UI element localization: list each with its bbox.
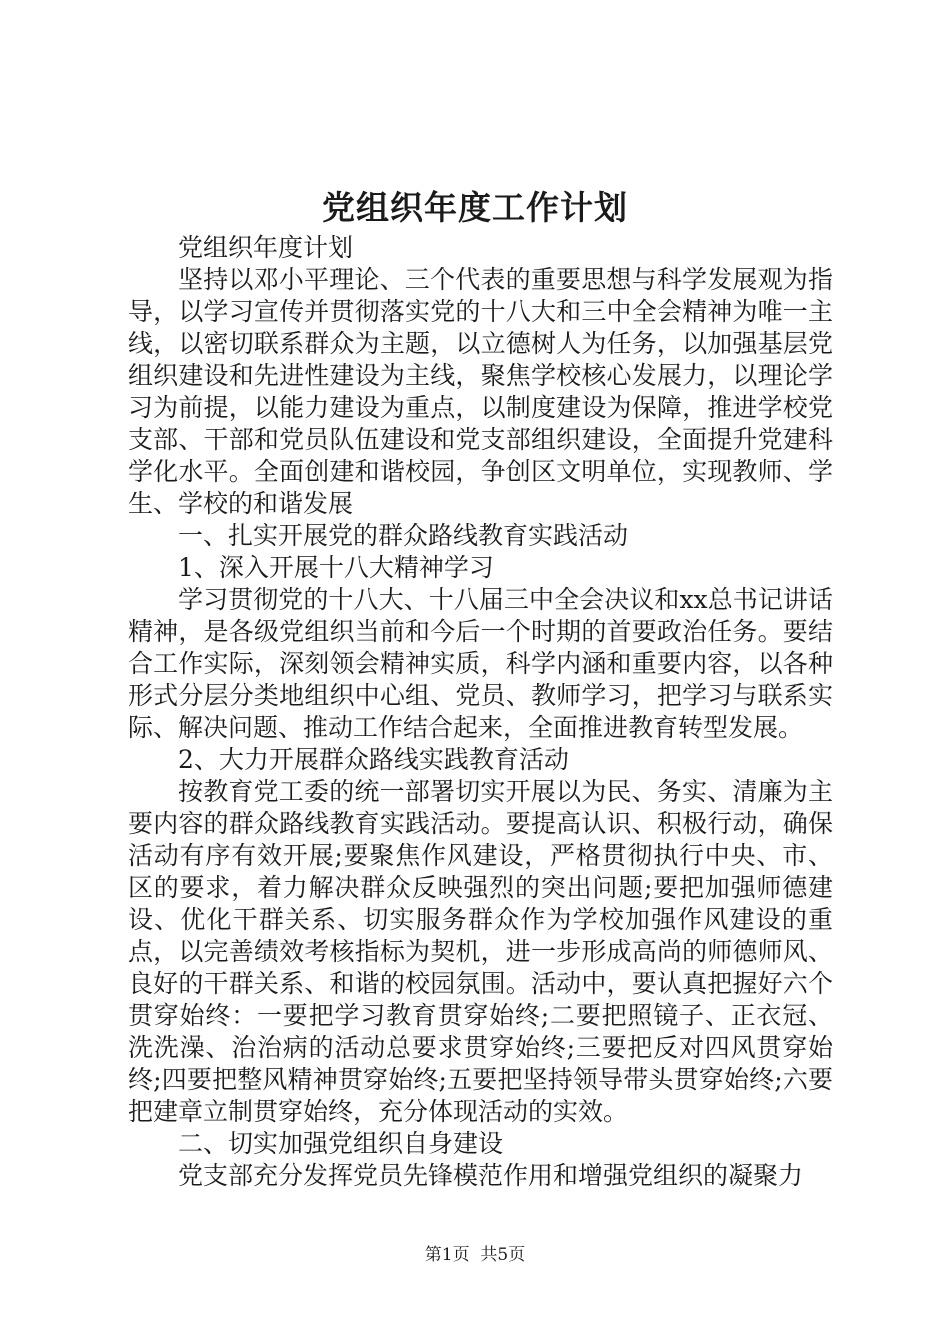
subsection-heading-1-1: 1、深入开展十八大精神学习 <box>178 553 494 582</box>
paragraph-intro: 坚持以邓小平理论、三个代表的重要思想与科学发展观为指导，以学习宣传并贯彻落实党的十八大和三中全会精神为唯一主线，以密切联系群众为主题，以立德树人为任务，以加强基层党组织建设和先进性建设为主线，聚焦学校核心发展力，以理论学习为前提，以能力建设为重点，以制度建设为保障，推进学校党支部、干部和党员队伍建设和党支部组织建设，全面提升党建科学化水平。全面创建和谐校园，争创区文明单位，实现教师、学生、学校的和谐发展 <box>128 265 833 518</box>
paragraph-subtitle: 党组织年度计划 <box>178 233 354 262</box>
paragraph-2: 党支部充分发挥党员先锋模范作用和增强党组织的凝聚力 <box>178 1161 804 1190</box>
paragraph-1-2: 按教育党工委的统一部署切实开展以为民、务实、清廉为主要内容的群众路线教育实践活动。要提高认识、积极行动，确保活动有序有效开展;要聚焦作风建设，严格贯彻执行中央、市、区的要求，着力解决群众反映强烈的突出问题;要把加强师德建设、优化干群关系、切实服务群众作为学校加强作风建设的重点，以完善绩效考核指标为契机，进一步形成高尚的师德师风、良好的干群关系、和谐的校园氛围。活动中，要认真把握好六个贯穿始终：一要把学习教育贯穿始终;二要把照镜子、正衣冠、洗洗澡、治治病的活动总要求贯穿始终;三要把反对四风贯穿始终;四要把整风精神贯穿始终;五要把坚持领导带头贯穿始终;六要把建章立制贯穿始终，充分体现活动的实效。 <box>128 777 833 1126</box>
paragraph-1-1: 学习贯彻党的十八大、十八届三中全会决议和xx总书记讲话精神，是各级党组织当前和今后一个时期的首要政治任务。要结合工作实际，深刻领会精神实质，科学内涵和重要内容，以各种形式分层分类地组织中心组、党员、教师学习，把学习与联系实际、解决问题、推动工作结合起来，全面推进教育转型发展。 <box>128 585 833 742</box>
section-heading-1: 一、扎实开展党的群众路线教育实践活动 <box>178 521 629 550</box>
section-heading-2: 二、切实加强党组织自身建设 <box>178 1129 504 1158</box>
page-footer: 第1页 共5页 <box>424 1245 526 1265</box>
subsection-heading-1-2: 2、大力开展群众路线实践教育活动 <box>178 745 569 774</box>
document-title: 党组织年度工作计划 <box>322 188 628 227</box>
document-body <box>128 232 833 1192</box>
